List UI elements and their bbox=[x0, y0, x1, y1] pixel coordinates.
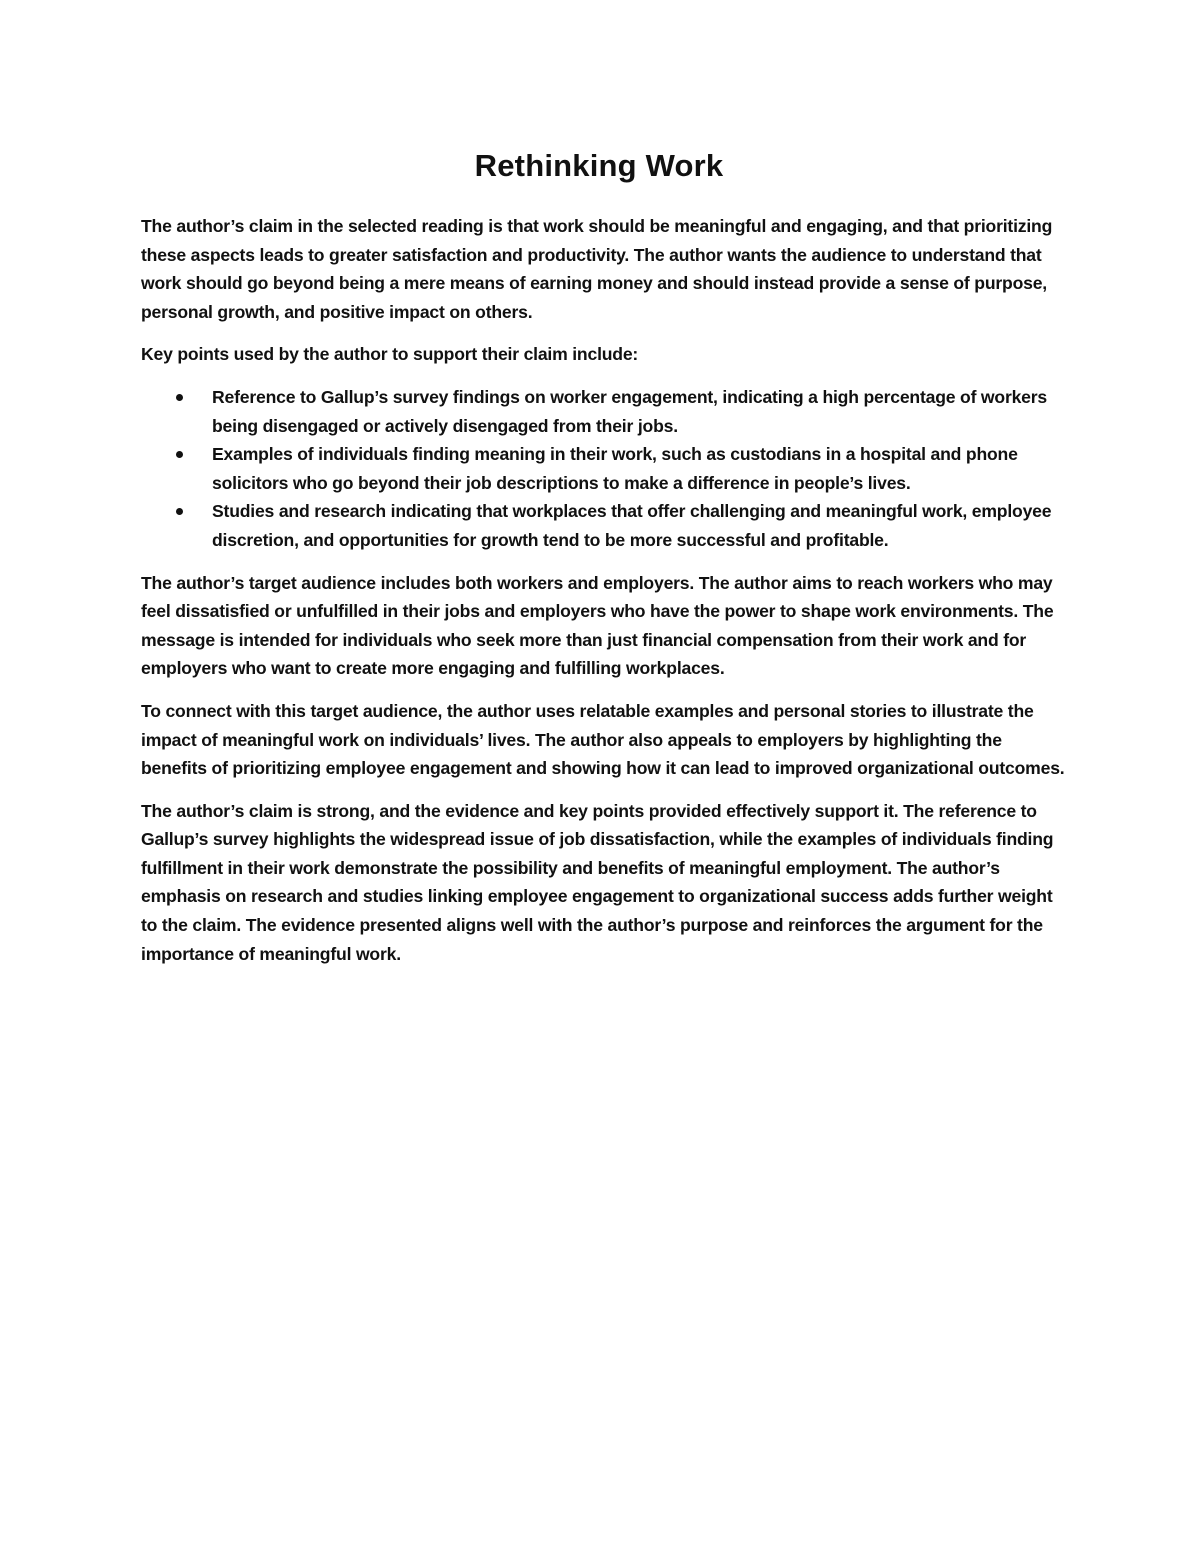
list-item-text: Studies and research indicating that workplaces that offer challenging and meaningful work, employee discretion, and opportunities for growth tend to be more successful and profitable. bbox=[212, 501, 1052, 550]
bullet-icon bbox=[176, 508, 183, 515]
bullet-icon bbox=[176, 451, 183, 458]
list-item bbox=[141, 440, 1071, 497]
list-item bbox=[141, 497, 1071, 554]
list-item bbox=[141, 383, 1071, 440]
key-points-intro: Key points used by the author to support their claim include: bbox=[141, 344, 639, 365]
intro-paragraph: The author’s claim in the selected reading is that work should be meaningful and engaging, and that prioritizing these aspects leads to greater satisfaction and productivity. The author wants the audience to understand that work should go beyond being a mere means of earning money and should instead provide a sense of purpose, personal growth, and positive impact on others. bbox=[141, 216, 1053, 322]
evaluation-paragraph: The author’s claim is strong, and the evidence and key points provided effectively support it. The reference to Gallup’s survey highlights the widespread issue of job dissatisfaction, while the examples of individuals finding fulfillment in their work demonstrate the possibility and benefits of meaningful employment. The author’s emphasis on research and studies linking employee engagement to organizational success adds further weight to the claim. The evidence presented aligns well with the author’s purpose and reinforces the argument for the importance of meaningful work. bbox=[141, 800, 1054, 964]
audience-paragraph: The author’s target audience includes both workers and employers. The author aims to reach workers who may feel dissatisfied or unfulfilled in their jobs and employers who have the power to shape work environments. The message is intended for individuals who seek more than just financial compensation from their work and for employers who want to create more engaging and fulfilling workplaces. bbox=[141, 572, 1054, 679]
list-item-text: Reference to Gallup’s survey findings on worker engagement, indicating a high percentage of workers being disengaged or actively disengaged from their jobs. bbox=[212, 386, 1047, 436]
list-item-text: Examples of individuals finding meaning in their work, such as custodians in a hospital and phone solicitors who go beyond their job descriptions to make a difference in people’s lives. bbox=[212, 444, 1018, 493]
key-points-list bbox=[141, 383, 1071, 555]
bullet-icon bbox=[176, 394, 183, 401]
document-body bbox=[141, 142, 1071, 982]
document-title: Rethinking Work bbox=[474, 148, 724, 183]
connection-paragraph: To connect with this target audience, the author uses relatable examples and personal stories to illustrate the impact of meaningful work on individuals’ lives. The author also appeals to employers by highlighting the benefits of prioritizing employee engagement and showing how it can lead to improved organizational outcomes. bbox=[141, 700, 1065, 779]
